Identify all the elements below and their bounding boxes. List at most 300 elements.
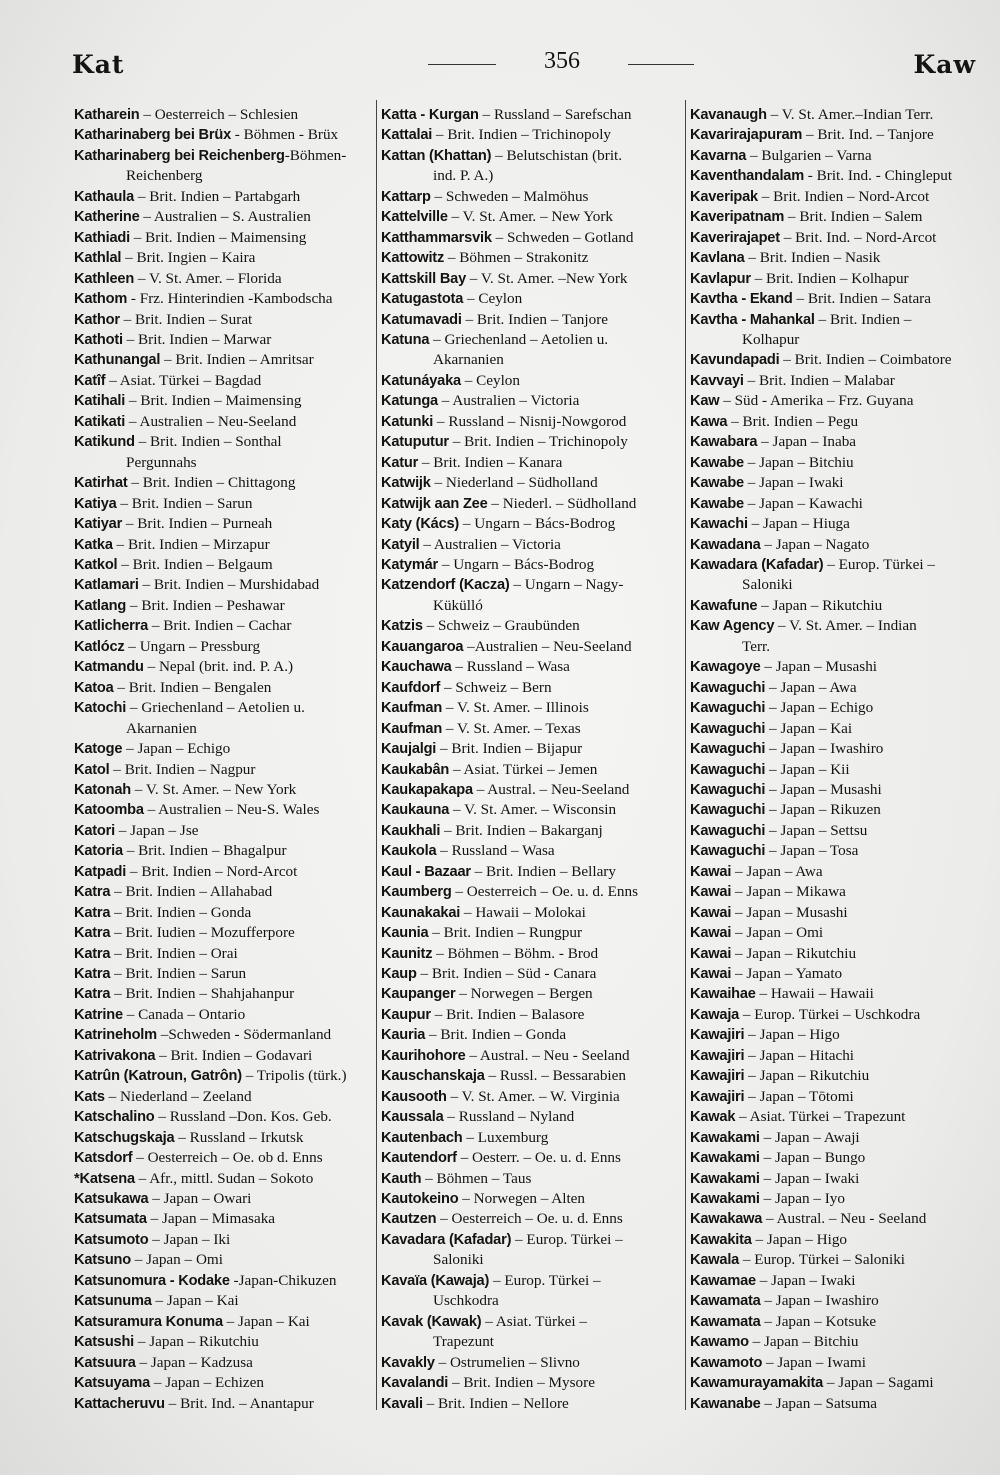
gazetteer-entry (690, 944, 982, 964)
entry-headword: Katherine (74, 209, 140, 226)
entry-location: – Brit. Indien – Trichinopoly (432, 126, 612, 144)
entry-location: – Ungarn – Bács-Bodrog (438, 555, 595, 573)
gazetteer-entry (381, 923, 683, 943)
entry-location: – Brit. Indien – Bhagalpur (122, 842, 287, 860)
entry-headword: Kawamae (690, 1272, 756, 1289)
gazetteer-entry (690, 105, 982, 125)
gazetteer-entry (690, 1087, 982, 1107)
gazetteer-entry (381, 698, 683, 718)
entry-headword: Kawai (690, 966, 732, 983)
entry-headword: Kattelville (381, 209, 448, 226)
entry-location: – V. St. Amer. – Texas (442, 719, 581, 737)
entry-headword: Katka (74, 536, 113, 553)
entry-location: – Brit. Indien – Shahjahanpur (110, 985, 295, 1003)
entry-headword: Katzendorf (Kacza) (381, 577, 510, 594)
gazetteer-entry (690, 207, 982, 227)
entry-headword: Kawaguchi (690, 802, 766, 819)
entry-location: – Japan – Hitachi (744, 1046, 855, 1064)
entry-location: – V. St. Amer.–Indian Terr. (766, 106, 934, 123)
gazetteer-entry (690, 1250, 982, 1270)
gazetteer-entry (690, 657, 982, 677)
gazetteer-entry (690, 1128, 982, 1148)
entry-location: – Australien – Victoria (419, 535, 561, 553)
entry-headword: Kawaguchi (690, 843, 766, 860)
entry-location: – Japan – Tosa (765, 842, 859, 860)
gazetteer-entry (690, 1332, 982, 1352)
entry-location: – Brit. Indien – Nellore (422, 1394, 569, 1412)
gazetteer-entry (74, 1128, 374, 1148)
gazetteer-entry (381, 780, 683, 800)
entry-location: – Brit. Indien – Nasik (744, 249, 881, 267)
gazetteer-entry (690, 698, 982, 718)
entry-location: – Brit. Indien – Allahabad (110, 883, 273, 901)
running-head-left: Kat (72, 50, 125, 79)
entry-headword: Kavakly (381, 1354, 435, 1371)
entry-continuation (381, 1250, 683, 1270)
entry-headword: Kawaguchi (690, 781, 766, 798)
entry-headword: Kavtha - Ekand (690, 291, 793, 308)
gazetteer-entry (690, 841, 982, 861)
entry-headword: Kawadara (Kafadar) (690, 556, 824, 573)
entry-headword: Kauchawa (381, 659, 452, 676)
entry-location: - Frz. Hinterindien -Kambodscha (127, 290, 333, 308)
entry-location: – Russland – Nyland (443, 1108, 575, 1126)
entry-location: – Brit. Iudien – Mozufferpore (110, 924, 295, 942)
entry-location: Reichenberg (126, 167, 203, 185)
entry-headword: Katwijk aan Zee (381, 495, 488, 512)
gazetteer-entry (690, 350, 982, 370)
gazetteer-entry (381, 289, 683, 309)
entry-location: – Russland – Wasa (436, 842, 555, 860)
entry-headword: Katharinaberg bei Reichenberg (74, 147, 285, 164)
entry-headword: Kaunitz (381, 945, 433, 962)
gazetteer-entry (381, 187, 683, 207)
gazetteer-entry (690, 1312, 982, 1332)
gazetteer-entry (690, 228, 982, 248)
entry-headword: Katrûn (Katroun, Gatrôn) (74, 1068, 242, 1085)
entry-headword: Kawabe (690, 495, 744, 512)
entry-location: – Norwegen – Alten (458, 1190, 586, 1208)
entry-headword: Katschalino (74, 1109, 155, 1126)
entry-headword: Katta - Kurgan (381, 107, 479, 123)
gazetteer-entry (74, 330, 374, 350)
entry-headword: Kawabe (690, 454, 744, 471)
entry-location: – Brit. Indien – Bengalen (113, 678, 272, 696)
entry-continuation (381, 596, 683, 616)
gazetteer-entry (74, 535, 374, 555)
entry-location: – Japan – Rikutchiu (744, 1067, 870, 1085)
entry-headword: Kathleen (74, 270, 135, 287)
entry-location: – Japan – Rikutchiu (731, 944, 857, 962)
gazetteer-entry (690, 1005, 982, 1025)
gazetteer-entry (74, 1373, 374, 1393)
entry-location: – Japan – Nagato (760, 535, 870, 553)
entry-location: – Brit. Indien – Coimbatore (779, 351, 952, 369)
entry-headword: Kaul - Bazaar (381, 863, 471, 880)
entry-location: – Brit. Indien – Nord-Arcot (757, 187, 930, 205)
gazetteer-entry (690, 616, 982, 636)
entry-location: – Hawaii – Hawaii (755, 985, 874, 1003)
gazetteer-entry (381, 760, 683, 780)
column-2 (381, 105, 683, 1414)
gazetteer-entry (381, 1087, 683, 1107)
gazetteer-entry (381, 269, 683, 289)
gazetteer-entry (381, 1107, 683, 1127)
gazetteer-entry (381, 1148, 683, 1168)
entry-headword: Katlang (74, 597, 127, 614)
entry-headword: Kaw (690, 393, 720, 410)
entry-location: – Japan – Iyo (759, 1190, 845, 1208)
entry-location: – Brit. Indien – Kolhapur (750, 269, 909, 287)
gazetteer-entry (690, 1046, 982, 1066)
entry-headword: Katsuno (74, 1252, 131, 1269)
entry-location: – Russland – Irkutsk (174, 1128, 304, 1146)
gazetteer-entry (690, 1025, 982, 1045)
entry-headword: Katoria (74, 843, 123, 860)
gazetteer-entry (381, 1005, 683, 1025)
gazetteer-entry (74, 391, 374, 411)
entry-location: – Ceylon (460, 371, 520, 389)
gazetteer-entry (381, 719, 683, 739)
gazetteer-entry (690, 678, 982, 698)
gazetteer-entry (690, 1291, 982, 1311)
entry-location: – Ungarn – Nagy- (509, 576, 624, 594)
entry-headword: Katharein (74, 107, 140, 123)
entry-location: – Japan – Yamato (731, 965, 843, 983)
gazetteer-entry (690, 923, 982, 943)
gazetteer-entry (74, 310, 374, 330)
gazetteer-entry (74, 494, 374, 514)
entry-location: – Japan – Awa (731, 862, 823, 880)
gazetteer-entry (74, 739, 374, 759)
entry-location: – Japan – Tōtomi (744, 1087, 854, 1105)
entry-location: – V. St. Amer. – Florida (134, 269, 282, 287)
entry-location: – Brit. Indien – Tanjore (461, 310, 609, 328)
entry-continuation (381, 1291, 683, 1311)
entry-location: – Griechenland – Aetolien u. (429, 330, 609, 348)
entry-headword: Katoa (74, 679, 114, 696)
gazetteer-entry (74, 1148, 374, 1168)
entry-headword: Kauth (381, 1170, 422, 1187)
gazetteer-entry (74, 473, 374, 493)
entry-location: – Japan – Inaba (757, 433, 857, 451)
gazetteer-entry (690, 780, 982, 800)
gazetteer-entry (690, 289, 982, 309)
entry-headword: Kawakawa (690, 1211, 763, 1228)
entry-headword: Katthammarsvik (381, 229, 492, 246)
entry-headword: Kaveripak (690, 188, 758, 205)
entry-location: – Hawaii – Molokai (460, 903, 586, 921)
entry-location: – Japan – Kotsuke (760, 1312, 877, 1330)
gazetteer-entry (74, 514, 374, 534)
entry-headword: Katur (381, 454, 419, 471)
entry-location: -Böhmen- (284, 146, 347, 164)
gazetteer-entry (381, 1394, 683, 1414)
entry-location: – Brit. Indien – Satara (792, 290, 931, 308)
entry-headword: Katsuramura Konuma (74, 1313, 223, 1330)
gazetteer-entry (690, 412, 982, 432)
entry-location: – Japan – Kai (222, 1312, 310, 1330)
entry-headword: Kattalai (381, 127, 433, 144)
gazetteer-entry (74, 821, 374, 841)
gazetteer-entry (381, 1271, 683, 1291)
gazetteer-entry (381, 535, 683, 555)
gazetteer-entry (74, 596, 374, 616)
entry-location: - Böhmen - Brüx (230, 126, 339, 144)
entry-headword: Kathor (74, 311, 120, 328)
entry-location: – Japan – Awa (765, 678, 857, 696)
gazetteer-entry (74, 984, 374, 1004)
entry-headword: Kawajiri (690, 1027, 745, 1044)
entry-location: – Japan – Owari (148, 1190, 252, 1208)
entry-location: – Oesterreich – Schlesien (139, 106, 299, 123)
gazetteer-entry (74, 1230, 374, 1250)
entry-headword: Kawai (690, 925, 732, 942)
entry-location: – Australien – Neu-Seeland (125, 412, 297, 430)
entry-headword: Kaupanger (381, 986, 456, 1003)
gazetteer-entry (74, 575, 374, 595)
gazetteer-entry (74, 882, 374, 902)
entry-location: – Japan – Sagami (823, 1374, 934, 1392)
gazetteer-entry (690, 473, 982, 493)
gazetteer-entry (381, 1373, 683, 1393)
entry-headword: Katlamari (74, 577, 139, 594)
gazetteer-entry (381, 1189, 683, 1209)
gazetteer-entry (381, 514, 683, 534)
gazetteer-entry (74, 760, 374, 780)
entry-continuation (74, 166, 374, 186)
entry-headword: Kaufdorf (381, 679, 441, 696)
entry-location: – Europ. Türkei – (511, 1230, 623, 1248)
gazetteer-entry (381, 391, 683, 411)
gazetteer-entry (381, 821, 683, 841)
entry-location: – Japan – Echigo (765, 699, 874, 717)
gazetteer-entry (74, 105, 374, 125)
entry-headword: Kawakami (690, 1150, 760, 1167)
entry-headword: Katsukawa (74, 1191, 149, 1208)
entry-headword: Katsunomura - Kodake (74, 1272, 230, 1289)
entry-headword: Kaufman (381, 720, 443, 737)
entry-headword: Katymár (381, 556, 439, 573)
entry-location: – Japan – Iwashiro (760, 1292, 879, 1310)
entry-headword: Kawachi (690, 516, 748, 533)
entry-location: – Brit. Indien – Amritsar (160, 351, 314, 369)
gazetteer-entry (690, 1189, 982, 1209)
entry-headword: Kaupur (381, 1006, 431, 1023)
entry-location: – Oesterr. – Oe. u. d. Enns (456, 1149, 621, 1167)
entry-location: – Brit. Indien – Bijapur (436, 740, 583, 758)
entry-headword: Katunki (381, 413, 434, 430)
entry-headword: Kavali (381, 1395, 423, 1412)
entry-location: – Russland – Nisnij-Nowgorod (433, 412, 627, 430)
entry-headword: Kawaguchi (690, 679, 766, 696)
entry-headword: Kawamata (690, 1293, 761, 1310)
entry-location: – Brit. Indien – Maimensing (125, 392, 302, 410)
entry-location: – Luxemburg (462, 1128, 549, 1146)
entry-location: – Japan – Omi (731, 924, 824, 942)
entry-headword: Kawajiri (690, 1047, 745, 1064)
column-1 (74, 105, 374, 1414)
entry-location: – Nepal (brit. ind. P. A.) (143, 658, 294, 676)
header-rule-right (628, 64, 694, 65)
entry-location: – V. St. Amer. – New York (447, 208, 614, 226)
entry-headword: Katugastota (381, 291, 464, 308)
entry-continuation (381, 166, 683, 186)
entry-location: – V. St. Amer. – Wisconsin (449, 801, 617, 819)
gazetteer-entry (690, 391, 982, 411)
entry-location: – Niederland – Zeeland (104, 1087, 252, 1105)
entry-location: – Tripolis (türk.) (241, 1067, 347, 1085)
entry-location: – Böhmen – Taus (421, 1169, 532, 1187)
gazetteer-entry (74, 228, 374, 248)
entry-location: – Asiat. Türkei – (481, 1312, 588, 1330)
entry-headword: Kawai (690, 863, 732, 880)
entry-continuation (690, 330, 982, 350)
entry-headword: Kawai (690, 904, 732, 921)
entry-location: – Brit. Indien – Peshawar (126, 596, 285, 614)
gazetteer-entry (74, 187, 374, 207)
gazetteer-entry (381, 146, 683, 166)
entry-headword: Kaunakakai (381, 904, 461, 921)
gazetteer-entry (74, 146, 374, 166)
entry-location: – Brit. Indien – Chittagong (127, 474, 296, 492)
gazetteer-entry (74, 903, 374, 923)
gazetteer-entry (690, 1169, 982, 1189)
gazetteer-entry (381, 944, 683, 964)
entry-location: – Austral. – Neu - Seeland (465, 1046, 630, 1064)
gazetteer-entry (74, 371, 374, 391)
gazetteer-entry (690, 596, 982, 616)
entry-headword: Kavvayi (690, 372, 744, 389)
gazetteer-entry (381, 1312, 683, 1332)
gazetteer-entry (381, 1025, 683, 1045)
entry-headword: Kavanaugh (690, 107, 767, 123)
gazetteer-entry (74, 248, 374, 268)
gazetteer-entry (381, 1230, 683, 1250)
entry-location: – Japan – Jse (114, 821, 199, 839)
entry-location: ind. P. A.) (433, 167, 494, 185)
column-divider (685, 100, 686, 1410)
entry-headword: Katrivakona (74, 1047, 156, 1064)
entry-headword: Kaup (381, 966, 417, 983)
gazetteer-entry (74, 1271, 374, 1291)
entry-headword: Kavtha - Mahankal (690, 311, 815, 328)
gazetteer-entry (74, 125, 374, 145)
gazetteer-entry (690, 146, 982, 166)
entry-headword: Katunga (381, 393, 438, 410)
entry-headword: Kathlal (74, 250, 122, 267)
gazetteer-entry (690, 760, 982, 780)
gazetteer-entry (74, 1332, 374, 1352)
entry-location: – Europ. Türkei – (823, 555, 935, 573)
gazetteer-entry (74, 923, 374, 943)
entry-location: – Japan – Satsuma (760, 1394, 878, 1412)
entry-headword: Katharinaberg bei Brüx (74, 127, 231, 144)
gazetteer-entry (690, 248, 982, 268)
gazetteer-entry (74, 944, 374, 964)
entry-headword: Katra (74, 945, 111, 962)
entry-headword: Kaukauna (381, 802, 450, 819)
entry-headword: Kavundapadi (690, 352, 780, 369)
entry-headword: Kaumberg (381, 884, 452, 901)
entry-headword: Kattarp (381, 188, 431, 205)
entry-headword: Katirhat (74, 475, 128, 492)
entry-location: – Brit. Indien – Maimensing (129, 228, 307, 246)
entry-location: – Brit. Indien – Bellary (470, 862, 616, 880)
gazetteer-entry (381, 555, 683, 575)
entry-headword: Kautokeino (381, 1191, 459, 1208)
gazetteer-entry (381, 1353, 683, 1373)
gazetteer-entry (74, 1107, 374, 1127)
entry-headword: Katrineholm (74, 1027, 157, 1044)
entry-headword: Katochi (74, 700, 127, 717)
gazetteer-entry (381, 105, 683, 125)
entry-location: – Afr., mittl. Sudan – Sokoto (134, 1169, 314, 1187)
gazetteer-entry (690, 984, 982, 1004)
entry-headword: Katikund (74, 434, 135, 451)
gazetteer-entry (381, 125, 683, 145)
gazetteer-entry (690, 166, 982, 186)
gazetteer-entry (690, 1230, 982, 1250)
running-head-right: Kaw (913, 50, 976, 79)
entry-headword: Kawajiri (690, 1068, 745, 1085)
entry-location: – Japan – Rikutchiu (757, 596, 883, 614)
entry-headword: Katonah (74, 781, 131, 798)
entry-headword: Kawaguchi (690, 822, 766, 839)
entry-location: – Ceylon (463, 290, 523, 308)
entry-location: – Europ. Türkei – (489, 1271, 601, 1289)
page-number: 356 (544, 48, 580, 74)
entry-location: –Australien – Neu-Seeland (463, 637, 632, 655)
gazetteer-entry (381, 964, 683, 984)
gazetteer-entry (74, 1291, 374, 1311)
entry-headword: Kavaïa (Kawaja) (381, 1272, 490, 1289)
entry-headword: Kavalandi (381, 1375, 449, 1392)
gazetteer-entry (74, 698, 374, 718)
gazetteer-entry (74, 1250, 374, 1270)
gazetteer-entry (381, 330, 683, 350)
entry-location: – Brit. Indien – Cachar (148, 617, 292, 635)
gazetteer-entry (690, 269, 982, 289)
entry-continuation (690, 575, 982, 595)
gazetteer-entry (690, 862, 982, 882)
gazetteer-entry (690, 1148, 982, 1168)
entry-headword: Katsushi (74, 1334, 135, 1351)
entry-location: – Japan – Kai (765, 719, 853, 737)
entry-location: – Ostrumelien – Slivno (434, 1353, 580, 1371)
entry-location: – V. St. Amer. – Indian (774, 617, 917, 635)
entry-headword: Kawakami (690, 1191, 760, 1208)
gazetteer-entry (74, 269, 374, 289)
gazetteer-entry (74, 862, 374, 882)
entry-location: Saloniki (742, 576, 793, 594)
entry-location: Akarnanien (433, 351, 504, 369)
entry-location: – Böhmen – Böhm. - Brod (432, 944, 599, 962)
entry-headword: Katra (74, 884, 111, 901)
entry-headword: Katra (74, 986, 111, 1003)
gazetteer-entry (381, 453, 683, 473)
gazetteer-entry (381, 371, 683, 391)
entry-headword: Katrine (74, 1006, 123, 1023)
entry-headword: Katoge (74, 741, 123, 758)
entry-location: – V. St. Amer. – New York (130, 780, 297, 798)
entry-headword: Kaukhali (381, 822, 441, 839)
entry-location: -Japan-Chikuzen (229, 1271, 337, 1289)
entry-location: – Russl. – Bessarabien (484, 1067, 626, 1085)
entry-location: – Brit. Indien – Sarun (116, 494, 253, 512)
entry-headword: Kaussala (381, 1109, 444, 1126)
entry-headword: Kawala (690, 1252, 740, 1269)
